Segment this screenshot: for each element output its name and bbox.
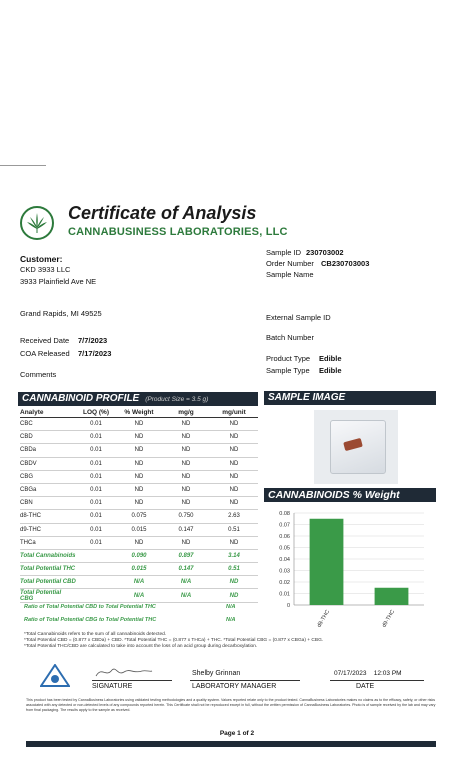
y-tick-label: 0.04 [279,557,290,563]
table-row [20,589,258,602]
col-weight: % Weight [116,408,162,418]
footnote-2: *Total Potential CBD = (0.877 x CBDa) + CBD. *Total Potential THC = (0.877 x THCa) + THC. *Total Potential CBG = (0.877 x CBGa) + CBG. [24,638,324,644]
table-cell: 0.01 [76,483,116,496]
product-type-value: Edible [319,354,342,363]
table-cell: CBD [20,431,76,444]
lab-logo-icon [20,206,54,240]
table-cell: ND [116,470,162,483]
cannabinoid-profile-title: CANNABINOID PROFILE [22,393,140,404]
y-tick-label: 0.06 [279,534,290,540]
table-cell: ND [162,431,210,444]
signer-name: Shelby Grinnan [192,670,241,677]
col-mg-g: mg/g [162,408,210,418]
table-cell: Total Potential CBD [20,576,76,589]
table-cell: Total Potential CBG [20,589,76,602]
table-cell: N/A [116,589,162,602]
y-tick-label: 0 [286,603,290,609]
customer-address-line1: 3933 Plainfield Ave NE [20,277,97,286]
table-row [20,497,258,510]
order-number-value: CB230703003 [321,259,370,268]
product-size: (Product Size = 3.5 g) [145,396,209,403]
sample-type-label: Sample Type [266,366,310,375]
table-cell: 0.015 [116,523,162,536]
sample-id-label: Sample ID [266,248,302,257]
document-title: Certificate of Analysis [68,203,257,223]
y-tick-label: 0.08 [279,511,290,517]
table-cell: ND [162,497,210,510]
table-row [20,536,258,549]
table-cell: 0.897 [162,549,210,562]
top-divider [0,165,46,166]
table-row [20,431,258,444]
order-number-label: Order Number [266,259,314,268]
signature-line [92,680,172,681]
table-cell: CBN [20,497,76,510]
table-cell: 0.01 [76,497,116,510]
footnote-3: *Total Potential THC/CBD are calculated to take into account the loss of an acid group during decarboxylation. [24,644,258,650]
lab-name: CANNABUSINESS LABORATORIES, LLC [68,226,288,238]
table-cell: ND [210,444,258,457]
cannabinoid-table [20,408,258,603]
y-tick-label: 0.07 [279,522,290,529]
col-mg-unit: mg/unit [210,408,258,418]
table-cell [76,563,116,576]
sample-photo [314,410,398,484]
footer-bar [26,741,436,747]
sample-name-label: Sample Name [266,270,314,279]
ratio-cbd-label: Ratio of Total Potential CBD to Total Potential THC [24,604,156,610]
table-cell: 0.51 [210,523,258,536]
ratio-cbg-label: Ratio of Total Potential CBG to Total Potential THC [24,617,157,623]
table-cell: ND [116,457,162,470]
table-cell: CBDV [20,457,76,470]
received-date-label: Received Date [20,336,70,345]
table-cell: 3.14 [210,549,258,562]
table-cell: ND [116,483,162,496]
table-cell: 0.075 [116,510,162,523]
table-row [20,563,258,576]
table-cell: 0.01 [76,510,116,523]
table-cell: ND [210,497,258,510]
page-number: Page 1 of 2 [219,730,255,737]
table-cell: ND [210,483,258,496]
signature-image [94,664,154,680]
table-cell: 0.147 [162,563,210,576]
ratio-cbg-value: N/A [226,617,236,623]
x-tick-label: d8-THC [316,609,332,629]
coa-released-label: COA Released [20,349,70,358]
table-header-row [20,408,258,418]
product-type-label: Product Type [266,354,311,363]
table-cell: ND [162,444,210,457]
table-row [20,483,258,496]
table-cell: 0.090 [116,549,162,562]
table-cell: Total Cannabinoids [20,549,76,562]
table-cell [76,549,116,562]
table-cell: ND [210,470,258,483]
y-tick-label: 0.01 [279,591,290,598]
y-tick-label: 0.05 [279,545,290,552]
table-cell: ND [162,457,210,470]
table-cell: CBG [20,470,76,483]
accreditation-seal-icon [40,664,70,688]
table-cell: 0.01 [76,444,116,457]
table-row [20,549,258,562]
table-cell: ND [162,470,210,483]
table-cell [76,576,116,589]
table-cell: THCa [20,536,76,549]
table-cell: 0.01 [76,431,116,444]
table-cell: ND [210,589,258,602]
table-cell: 0.01 [76,470,116,483]
coa-released-value: 7/17/2023 [78,349,112,358]
table-row [20,510,258,523]
y-tick-label: 0.03 [279,568,290,575]
received-date-value: 7/7/2023 [78,336,108,345]
customer-address-line2: Grand Rapids, MI 49525 [20,309,102,318]
table-cell: 0.147 [162,523,210,536]
table-cell: 0.750 [162,510,210,523]
table-cell: N/A [162,576,210,589]
table-cell: ND [116,497,162,510]
table-row [20,523,258,536]
table-cell: 0.01 [76,457,116,470]
col-loq: LOQ (%) [76,408,116,418]
external-sample-id-label: External Sample ID [266,313,331,322]
sample-type-value: Edible [319,366,342,375]
cannabinoid-profile-header [18,392,258,406]
date-label: DATE [356,683,375,690]
table-row [20,457,258,470]
ratio-cbd-value: N/A [226,604,236,610]
table-cell [76,589,116,602]
table-row [20,470,258,483]
table-row [20,576,258,589]
table-cell: CBGa [20,483,76,496]
table-cell: ND [116,444,162,457]
date-line [330,680,424,681]
x-tick-label: d9-THC [381,609,397,629]
footnotes [24,632,444,651]
table-cell: ND [162,536,210,549]
table-cell: 0.01 [76,418,116,431]
table-cell: d9-THC [20,523,76,536]
table-cell: d8-THC [20,510,76,523]
y-tick-label: 0.02 [279,580,290,586]
signed-date-value: 07/17/2023 12:03 PM [334,670,402,677]
cannabinoid-bar-chart [264,505,436,635]
table-cell: Total Potential THC [20,563,76,576]
table-cell: ND [210,576,258,589]
table-cell: 0.015 [116,563,162,576]
footnote-1: *Total Cannabinoids refers to the sum of all cannabinoids detected. [24,632,167,637]
table-cell: ND [210,418,258,431]
batch-number-label: Batch Number [266,333,314,342]
table-cell: ND [116,536,162,549]
customer-heading: Customer: [20,254,63,264]
table-cell: ND [162,418,210,431]
table-cell: N/A [116,576,162,589]
table-cell: 0.51 [210,563,258,576]
table-cell: 2.63 [210,510,258,523]
customer-name: CKD 3933 LLC [20,265,71,274]
table-cell: ND [210,431,258,444]
table-cell: 0.01 [76,536,116,549]
table-cell: ND [162,483,210,496]
table-row [20,444,258,457]
sample-image-header: SAMPLE IMAGE [264,391,436,405]
col-analyte: Analyte [20,408,76,418]
chart-header: CANNABINOIDS % Weight [264,488,436,502]
table-cell: ND [210,536,258,549]
table-cell: ND [116,431,162,444]
table-cell: N/A [162,589,210,602]
sample-id-value: 230703002 [306,248,344,257]
bar-d8-thc [310,519,344,605]
disclaimer: This product has been tested by CannaBusiness Laboratories using validated testing methodologies and a quality system. Values reported relate only to the product tested. CannaBusiness Laboratories makes no claims as to the efficacy, safety, or other risks associated with any detected or non-detected levels of any compounds reported herein. This Certificate shall not be reproduced except in full, without the written permission of CannaBusiness Laboratories. Photo is of sample received by the lab and may vary from final packaging. The results apply to the sample as received. [26,698,436,712]
table-cell: ND [210,457,258,470]
signer-line [190,680,300,681]
comments-label: Comments [20,370,57,379]
table-row [20,418,258,431]
table-cell: 0.01 [76,523,116,536]
table-cell: CBDa [20,444,76,457]
table-cell: CBC [20,418,76,431]
signer-role: LABORATORY MANAGER [192,683,277,690]
table-cell: ND [116,418,162,431]
signature-label: SIGNATURE [92,683,133,690]
bar-d9-thc [375,588,409,605]
